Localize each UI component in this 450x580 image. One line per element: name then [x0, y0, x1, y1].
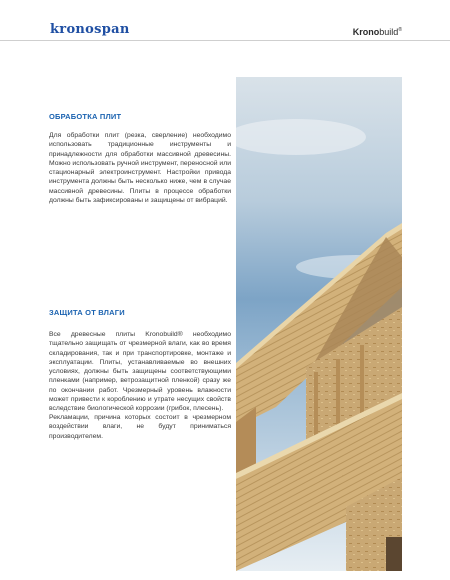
- kronospan-logo: kronospan: [50, 22, 130, 37]
- page-header: [0, 0, 450, 40]
- section-title-board-processing: ОБРАБОТКА ПЛИТ: [49, 112, 122, 121]
- section-title-moisture-protection: ЗАЩИТА ОТ ВЛАГИ: [49, 308, 125, 317]
- roof-construction-photo: [236, 77, 402, 571]
- kronobuild-logo-bold: Krono: [352, 27, 380, 37]
- paragraph-moisture-protection: Все древесные плиты Kronobuild® необходимо тщательно защищать от чрезмерной влаги, как во время складирования, так и при транспортировке, монтаже и эксплуатации. Плиты, устанавливаемые во внешних условиях, должны быть защищены соответствующими пленками (например, ветрозащитной пленкой) сразу же по окончании работ. Чрезмерный уровень влажности может привести к короблению и утрате несущих свойств вследствие биологической коррозии (грибок, плесень).: [49, 331, 231, 413]
- registered-mark: ®: [398, 27, 402, 33]
- kronobuild-logo: [353, 28, 402, 37]
- paragraph-complaints: Рекламации, причина которых состоит в чрезмерном воздействии влаги, не будут приниматься производителем.: [49, 414, 231, 440]
- kronobuild-logo-light: build: [379, 27, 399, 37]
- paragraph-board-processing: Для обработки плит (резка, сверление) необходимо использовать традиционные инструменты и принадлежности для обработки массивной древесины. Можно использовать ручной инструмент, переносной или стационарный электроинструмент. Настройки привода инструмента должны быть несколько ниже, чем в случае массивной древесины. Плиты в процессе обработки должны быть зафиксированы и защищены от вибраций.: [49, 132, 231, 205]
- window-opening: [386, 537, 402, 571]
- header-divider: [0, 40, 450, 41]
